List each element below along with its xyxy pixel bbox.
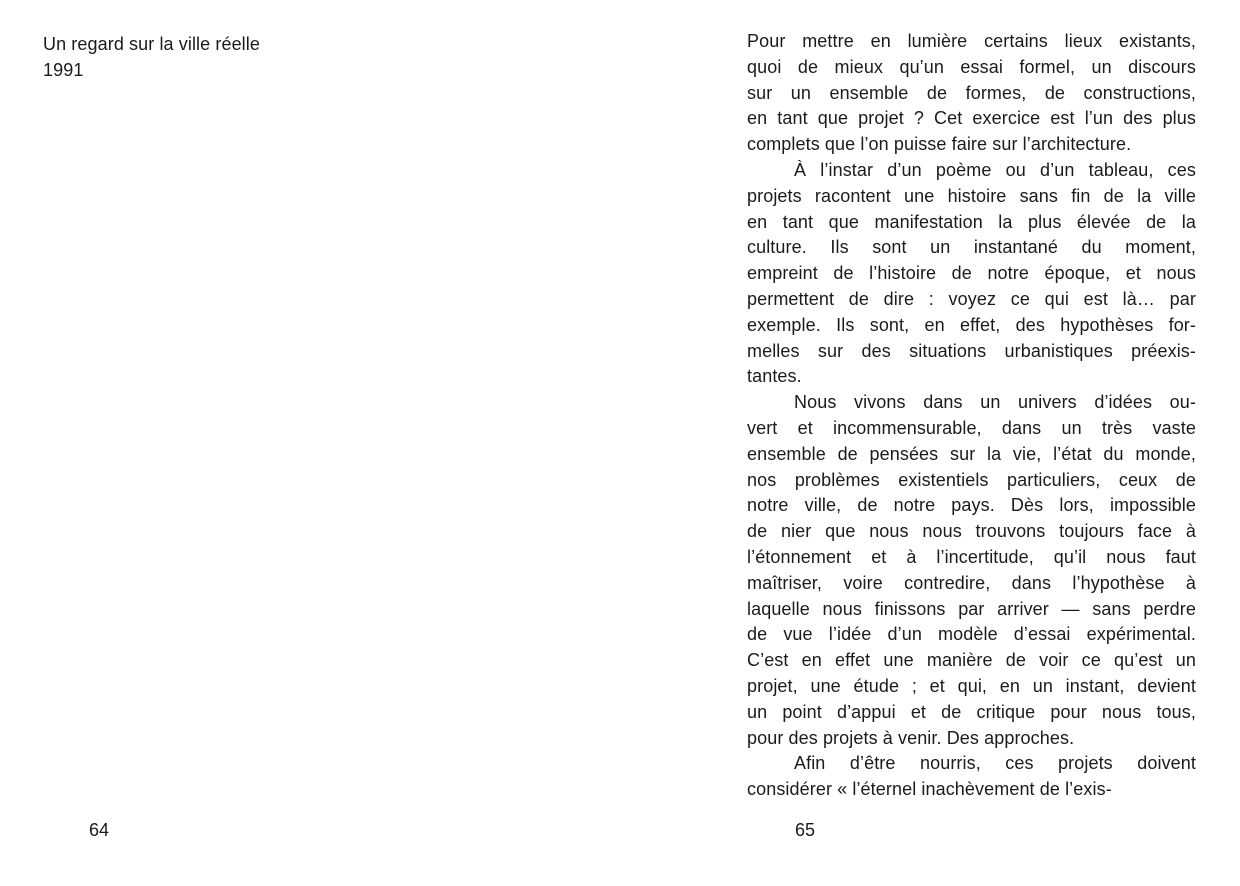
text-line: Pour mettre en lumière certains lieux existants,	[747, 31, 1196, 51]
text-line: considérer « l’éternel inachèvement de l’exis-	[747, 779, 1112, 800]
paragraph	[747, 158, 1196, 390]
text-line: exemple. Ils sont, en effet, des hypothèses for-	[747, 314, 1196, 335]
text-line: quoi de mieux qu’un essai formel, un discours	[747, 56, 1196, 77]
text-line: vert et incommensurable, dans un très vaste	[747, 417, 1196, 438]
text-line: ensemble de pensées sur la vie, l’état du monde,	[747, 443, 1196, 464]
paragraph	[747, 390, 1196, 751]
text-line: nos problèmes existentiels particuliers, ceux de	[747, 469, 1196, 490]
text-line: un point d’appui et de critique pour nous tous,	[747, 701, 1196, 722]
text-line: empreint de l’histoire de notre époque, et nous	[747, 263, 1196, 284]
text-line: complets que l’on puisse faire sur l’architecture.	[747, 134, 1132, 155]
text-line: notre ville, de notre pays. Dès lors, impossible	[747, 495, 1196, 516]
text-line: Nous vivons dans un univers d’idées ou-	[794, 392, 1196, 413]
page-number-right: 65	[795, 820, 816, 840]
chapter-title-text: Un regard sur la ville réelle	[43, 34, 260, 54]
text-line: en tant que projet ? Cet exercice est l’un des plus	[747, 108, 1196, 129]
paragraph	[747, 751, 1196, 803]
text-line: projets racontent une histoire sans fin de la ville	[747, 185, 1196, 206]
text-line: de nier que nous nous trouvons toujours face à	[747, 521, 1196, 542]
text-line: l’étonnement et à l’incertitude, qu’il nous faut	[747, 546, 1196, 567]
text-line: tantes.	[747, 366, 802, 387]
body-text	[747, 29, 1196, 803]
text-line: projet, une étude ; et qui, en un instant, devient	[747, 675, 1196, 696]
text-line: À l’instar d’un poème ou d’un tableau, ces	[794, 159, 1196, 180]
text-line: Afin d’être nourris, ces projets doivent	[794, 753, 1196, 774]
text-line: C’est en effet une manière de voir ce qu’est un	[747, 650, 1196, 671]
paragraph	[747, 29, 1196, 158]
text-line: melles sur des situations urbanistiques préexis-	[747, 340, 1196, 361]
text-line: sur un ensemble de formes, de constructions,	[747, 82, 1196, 103]
text-line: permettent de dire : voyez ce qui est là… par	[747, 288, 1196, 309]
text-line: pour des projets à venir. Des approches.	[747, 727, 1075, 748]
text-line: laquelle nous finissons par arriver — sans perdre	[747, 598, 1196, 619]
page-number-left: 64	[89, 820, 110, 840]
text-line: en tant que manifestation la plus élevée de la	[747, 211, 1196, 232]
text-line: maîtriser, voire contredire, dans l’hypothèse à	[747, 572, 1196, 593]
chapter-year: 1991	[43, 59, 84, 80]
text-line: culture. Ils sont un instantané du moment,	[747, 237, 1196, 258]
chapter-title	[43, 32, 260, 84]
text-line: de vue l’idée d’un modèle d’essai expérimental.	[747, 624, 1196, 645]
